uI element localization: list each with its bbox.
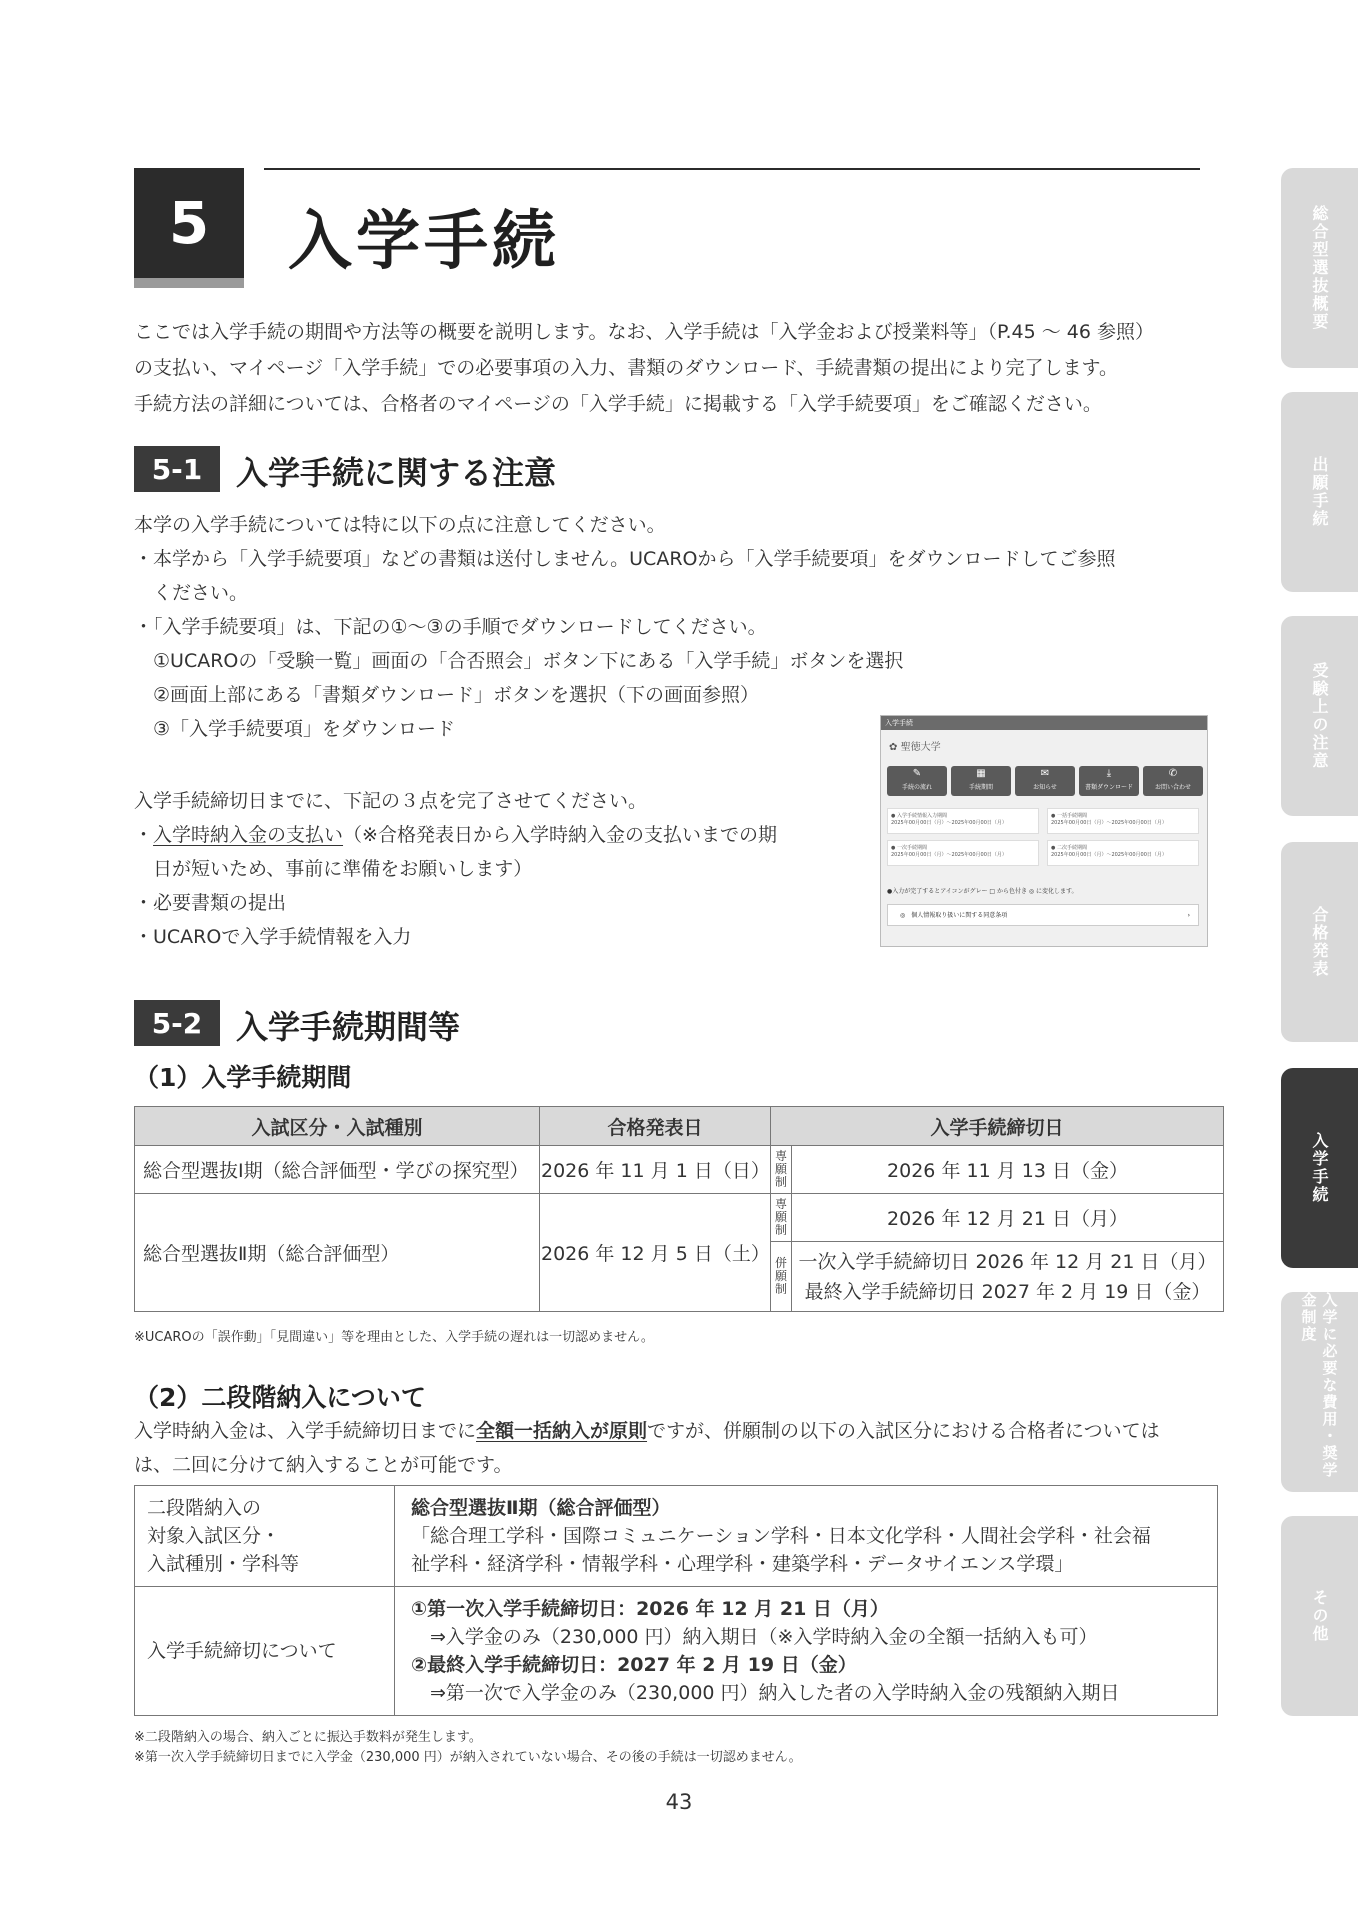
side-tab-costs[interactable]: 入学に必要な費用・奨学金制度 xyxy=(1281,1292,1358,1492)
table-row xyxy=(135,1194,1224,1242)
shot-button-flow: ✎ 手続の流れ xyxy=(887,766,947,796)
intro-line: 手続方法の詳細については、合格者のマイページの「入学手続」に掲載する「入学手続要項」をご確認ください。 xyxy=(134,393,1102,415)
principle-underlined: 全額一括納入が原則 xyxy=(476,1420,648,1442)
two-stage-table xyxy=(134,1485,1218,1716)
bullet-mark: ・ xyxy=(134,824,154,846)
cell-deadline: 2026 年 11 月 13 日（金） xyxy=(792,1146,1224,1194)
cell-label: 入学手続締切について xyxy=(135,1587,395,1716)
cell-value: 総合型選抜Ⅱ期（総合評価型） 「総合理工学科・国際コミュニケーション学科・日本文化学科・人間社会学科・社会福 祉学科・経済学科・情報学科・心理学科・建築学科・データサイエンス学環」 xyxy=(395,1486,1218,1587)
screenshot-university xyxy=(889,738,941,753)
shot-note: ●入力が完了するとアイコンがグレー □ から色付き ◎ に変化します。 xyxy=(887,888,1078,895)
cell-kubun: 総合型選抜Ⅰ期（総合評価型・学びの探究型） xyxy=(135,1146,540,1194)
s1-line: ②画面上部にある「書類ダウンロード」ボタンを選択（下の画面参照） xyxy=(134,684,760,706)
university-logo-icon: ✿ xyxy=(889,742,898,753)
shot-accordion: ◎ 個人情報取り扱いに関する同意条項 › xyxy=(887,904,1199,926)
phone-icon: ✆ xyxy=(1168,768,1178,779)
subsection-title: （1）入学手続期間 xyxy=(134,1063,352,1092)
cell-date: 2026 年 12 月 5 日（土） xyxy=(540,1194,771,1312)
deadline-lead: 入学手続締切日までに、下記の３点を完了させてください。 xyxy=(134,790,648,812)
col-header: 合格発表日 xyxy=(540,1107,771,1146)
shot-button-contact: ✆ お問い合わせ xyxy=(1143,766,1203,796)
s1-line: 本学の入学手続については特に以下の点に注意してください。 xyxy=(134,514,666,536)
subsection-title: （2）二段階納入について xyxy=(134,1383,426,1412)
chapter-number-shadow xyxy=(134,278,244,288)
chapter-rule xyxy=(264,168,1200,170)
cell-date: 2026 年 11 月 1 日（日） xyxy=(540,1146,771,1194)
s1-line: ③「入学手続要項」をダウンロード xyxy=(134,718,456,740)
shot-button-news: ✉ お知らせ xyxy=(1015,766,1075,796)
shot-button-download: ⤓ 書類ダウンロード xyxy=(1079,766,1139,796)
cell-system: 専願制 xyxy=(771,1194,792,1242)
payment-underlined: 入学時納入金の支払い xyxy=(153,824,344,846)
side-tab-enrollment[interactable]: 入学手続 xyxy=(1281,1068,1358,1268)
s1-line: ください。 xyxy=(134,582,249,604)
col-header: 入学手続締切日 xyxy=(771,1107,1224,1146)
shot-card: ● 入学手続情報入力期間 2025年00月00日（月）～2025年00月00日（月） xyxy=(887,808,1039,834)
side-tab-application[interactable]: 出願手続 xyxy=(1281,392,1358,592)
cell-system: 専願制 xyxy=(771,1146,792,1194)
ucaro-screenshot xyxy=(880,715,1208,947)
message-icon: ✉ xyxy=(1040,768,1050,779)
deadline-first: 一次入学手続締切日 2026 年 12 月 21 日（月） xyxy=(798,1250,1217,1273)
s1-line: ・「入学手続要項」は、下記の①～③の手順でダウンロードしてください。 xyxy=(134,616,767,638)
download-icon: ⤓ xyxy=(1106,768,1112,779)
cell-value: ①第一次入学手続締切日：2026 年 12 月 21 日（月） ⇒入学金のみ（230,000 円）納入期日（※入学時納入金の全額一括納入も可） ②最終入学手続締切日：2027 年 2 月 19 日（金） ⇒第一次で入学金のみ（230,000 円）納入した者の入学時納入金の残額納入期日 xyxy=(395,1587,1218,1716)
enrollment-period-table xyxy=(134,1106,1224,1312)
shot-card: ● 一次手続期間 2025年00月00日（月）～2025年00月00日（月） xyxy=(887,840,1039,866)
university-name: 聖徳大学 xyxy=(900,742,941,753)
bullet-documents: ・必要書類の提出 xyxy=(134,892,287,914)
cell-label: 二段階納入の 対象入試区分・ 入試種別・学科等 xyxy=(135,1486,395,1587)
intro-line: の支払い、マイページ「入学手続」での必要事項の入力、書類のダウンロード、手続書類の提出により完了します。 xyxy=(134,357,1119,379)
edit-icon: ✎ xyxy=(912,768,922,779)
two-stage-line: 入学時納入金は、入学手続締切日までに全額一括納入が原則ですが、併願制の以下の入試区分における合格者については xyxy=(134,1420,1160,1442)
side-tab-results[interactable]: 合格発表 xyxy=(1281,842,1358,1042)
s1-deadline-list xyxy=(134,784,777,954)
two-stage-paragraph xyxy=(134,1414,1160,1482)
chevron-right-icon: › xyxy=(1187,912,1190,919)
deadline-final: 最終入学手続締切日 2027 年 2 月 19 日（金） xyxy=(804,1280,1211,1303)
chapter-number: 5 xyxy=(134,168,244,278)
footnote: ※二段階納入の場合、納入ごとに振込手数料が発生します。 xyxy=(134,1730,482,1745)
bullet-payment-cont: 日が短いため、事前に準備をお願いします） xyxy=(134,858,533,880)
section-title: 入学手続に関する注意 xyxy=(236,454,557,492)
intro-line: ここでは入学手続の期間や方法等の概要を説明します。なお、入学手続は「入学金および授業料等」（P.45 ～ 46 参照） xyxy=(134,321,1154,343)
side-tab-other[interactable]: その他 xyxy=(1281,1516,1358,1716)
s1-notes xyxy=(134,508,1115,746)
table-row xyxy=(135,1486,1218,1587)
intro-paragraph xyxy=(134,314,1154,422)
s1-line: ・本学から「入学手続要項」などの書類は送付しません。UCAROから「入学手続要項」をダウンロードしてご参照 xyxy=(134,548,1116,570)
bullet-ucaro: ・UCAROで入学手続情報を入力 xyxy=(134,926,412,948)
cell-kubun: 総合型選抜Ⅱ期（総合評価型） xyxy=(135,1194,540,1312)
table-row xyxy=(135,1587,1218,1716)
two-stage-line: は、二回に分けて納入することが可能です。 xyxy=(134,1454,513,1476)
section-title: 入学手続期間等 xyxy=(236,1008,461,1046)
section-number: 5-1 xyxy=(134,446,220,492)
bullet-payment xyxy=(134,818,777,852)
shot-card: ● 一括手続期間 2025年00月00日（月）～2025年00月00日（月） xyxy=(1047,808,1199,834)
shot-card: ● 二次手続期間 2025年00月00日（月）～2025年00月00日（月） xyxy=(1047,840,1199,866)
cell-system: 併願制 xyxy=(771,1242,792,1312)
table-note: ※UCAROの「誤作動」「見間違い」等を理由とした、入学手続の遅れは一切認めません。 xyxy=(134,1330,654,1345)
calendar-icon: ▦ xyxy=(976,768,986,779)
section-number: 5-2 xyxy=(134,1000,220,1046)
s1-line: ①UCAROの「受験一覧」画面の「合否照会」ボタン下にある「入学手続」ボタンを選択 xyxy=(134,650,904,672)
payment-note: （※合格発表日から入学時納入金の支払いまでの期 xyxy=(343,824,777,846)
side-tab-overview[interactable]: 総合型選抜概要 xyxy=(1281,168,1358,368)
cell-deadline: 2026 年 12 月 21 日（月） xyxy=(792,1194,1224,1242)
screenshot-titlebar: 入学手続 xyxy=(881,716,1207,730)
footnote: ※第一次入学手続締切日までに入学金（230,000 円）が納入されていない場合、その後の手続は一切認めません。 xyxy=(134,1750,802,1765)
chapter-title: 入学手続 xyxy=(288,205,560,279)
shot-button-period: ▦ 手続期間 xyxy=(951,766,1011,796)
cell-deadline xyxy=(792,1242,1224,1312)
col-header: 入試区分・入試種別 xyxy=(135,1107,540,1146)
side-tab-exam-notes[interactable]: 受験上の注意 xyxy=(1281,616,1358,816)
page-number: 43 xyxy=(665,1790,693,1814)
table-row xyxy=(135,1146,1224,1194)
